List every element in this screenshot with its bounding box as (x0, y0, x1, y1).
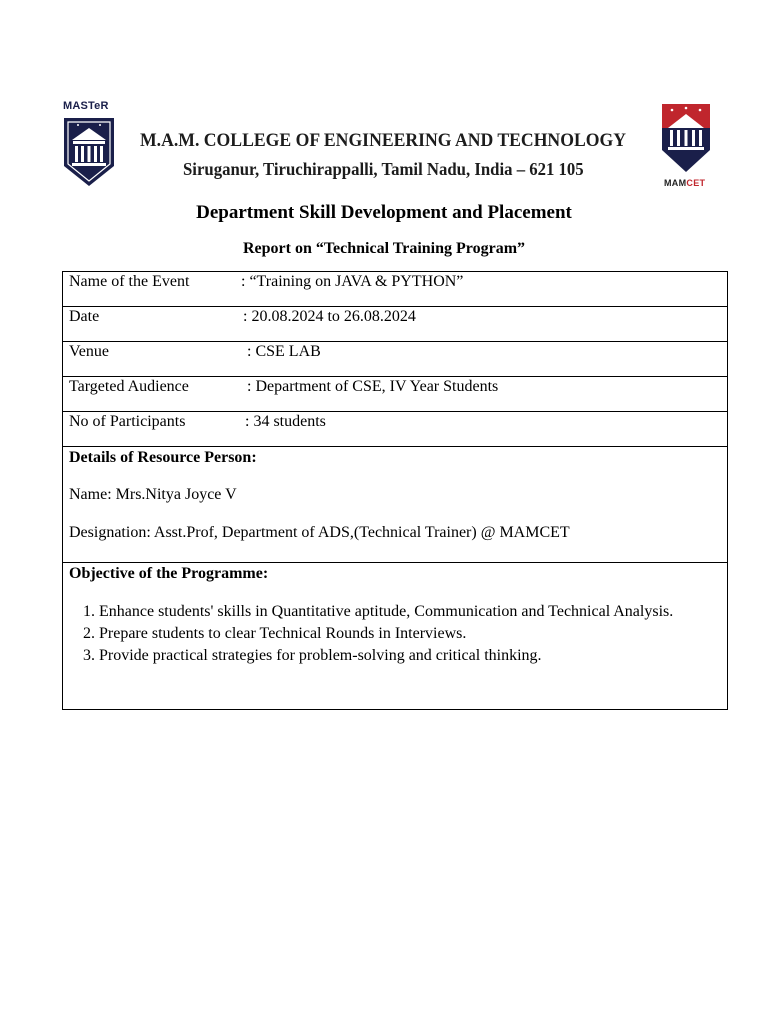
mamcet-logo-text-prefix: MAM (664, 178, 687, 188)
objective-section (63, 563, 727, 709)
date-row (63, 307, 727, 342)
date-label: Date (69, 308, 100, 325)
mamcet-shield-icon (660, 102, 712, 174)
report-title: Report on “Technical Training Program” (242, 240, 526, 257)
objective-item: 1. Enhance students' skills in Quantitative aptitude, Communication and Technical Analysis. (99, 601, 721, 623)
participants-row (63, 412, 727, 447)
master-logo (62, 100, 118, 190)
participants-value: : 34 students (245, 413, 326, 430)
event-name-value: : “Training on JAVA & PYTHON” (241, 273, 464, 290)
date-value: : 20.08.2024 to 26.08.2024 (243, 308, 416, 325)
college-address: Siruganur, Tiruchirappalli, Tamil Nadu, India – 621 105 (183, 159, 584, 179)
resource-person-name: Name: Mrs.Nitya Joyce V (69, 486, 237, 503)
event-name-row (63, 272, 727, 307)
event-name-label: Name of the Event (69, 273, 190, 290)
resource-person-heading: Details of Resource Person: (69, 449, 257, 466)
mamcet-logo (658, 102, 714, 192)
master-logo-text: MASTeR (63, 100, 109, 112)
mamcet-logo-text-suffix: CET (686, 178, 706, 188)
participants-label: No of Participants (69, 413, 186, 430)
audience-row (63, 377, 727, 412)
resource-person-designation: Designation: Asst.Prof, Department of ADS,(Technical Trainer) @ MAMCET (69, 524, 570, 541)
venue-value: : CSE LAB (247, 343, 321, 360)
objective-list (63, 601, 721, 667)
venue-label: Venue (69, 343, 109, 360)
mamcet-logo-text (664, 178, 705, 188)
report-details-table (62, 271, 728, 710)
department-title: Department Skill Development and Placement (196, 202, 572, 223)
objective-item: 3. Provide practical strategies for problem-solving and critical thinking. (99, 645, 721, 667)
objective-item: 2. Prepare students to clear Technical Rounds in Interviews. (99, 623, 721, 645)
college-name: M.A.M. COLLEGE OF ENGINEERING AND TECHNOLOGY (140, 130, 626, 151)
objective-heading: Objective of the Programme: (69, 565, 269, 582)
venue-row (63, 342, 727, 377)
audience-label: Targeted Audience (69, 378, 189, 395)
resource-person-section (63, 447, 727, 563)
master-shield-icon (62, 116, 116, 188)
audience-value: : Department of CSE, IV Year Students (247, 378, 499, 395)
